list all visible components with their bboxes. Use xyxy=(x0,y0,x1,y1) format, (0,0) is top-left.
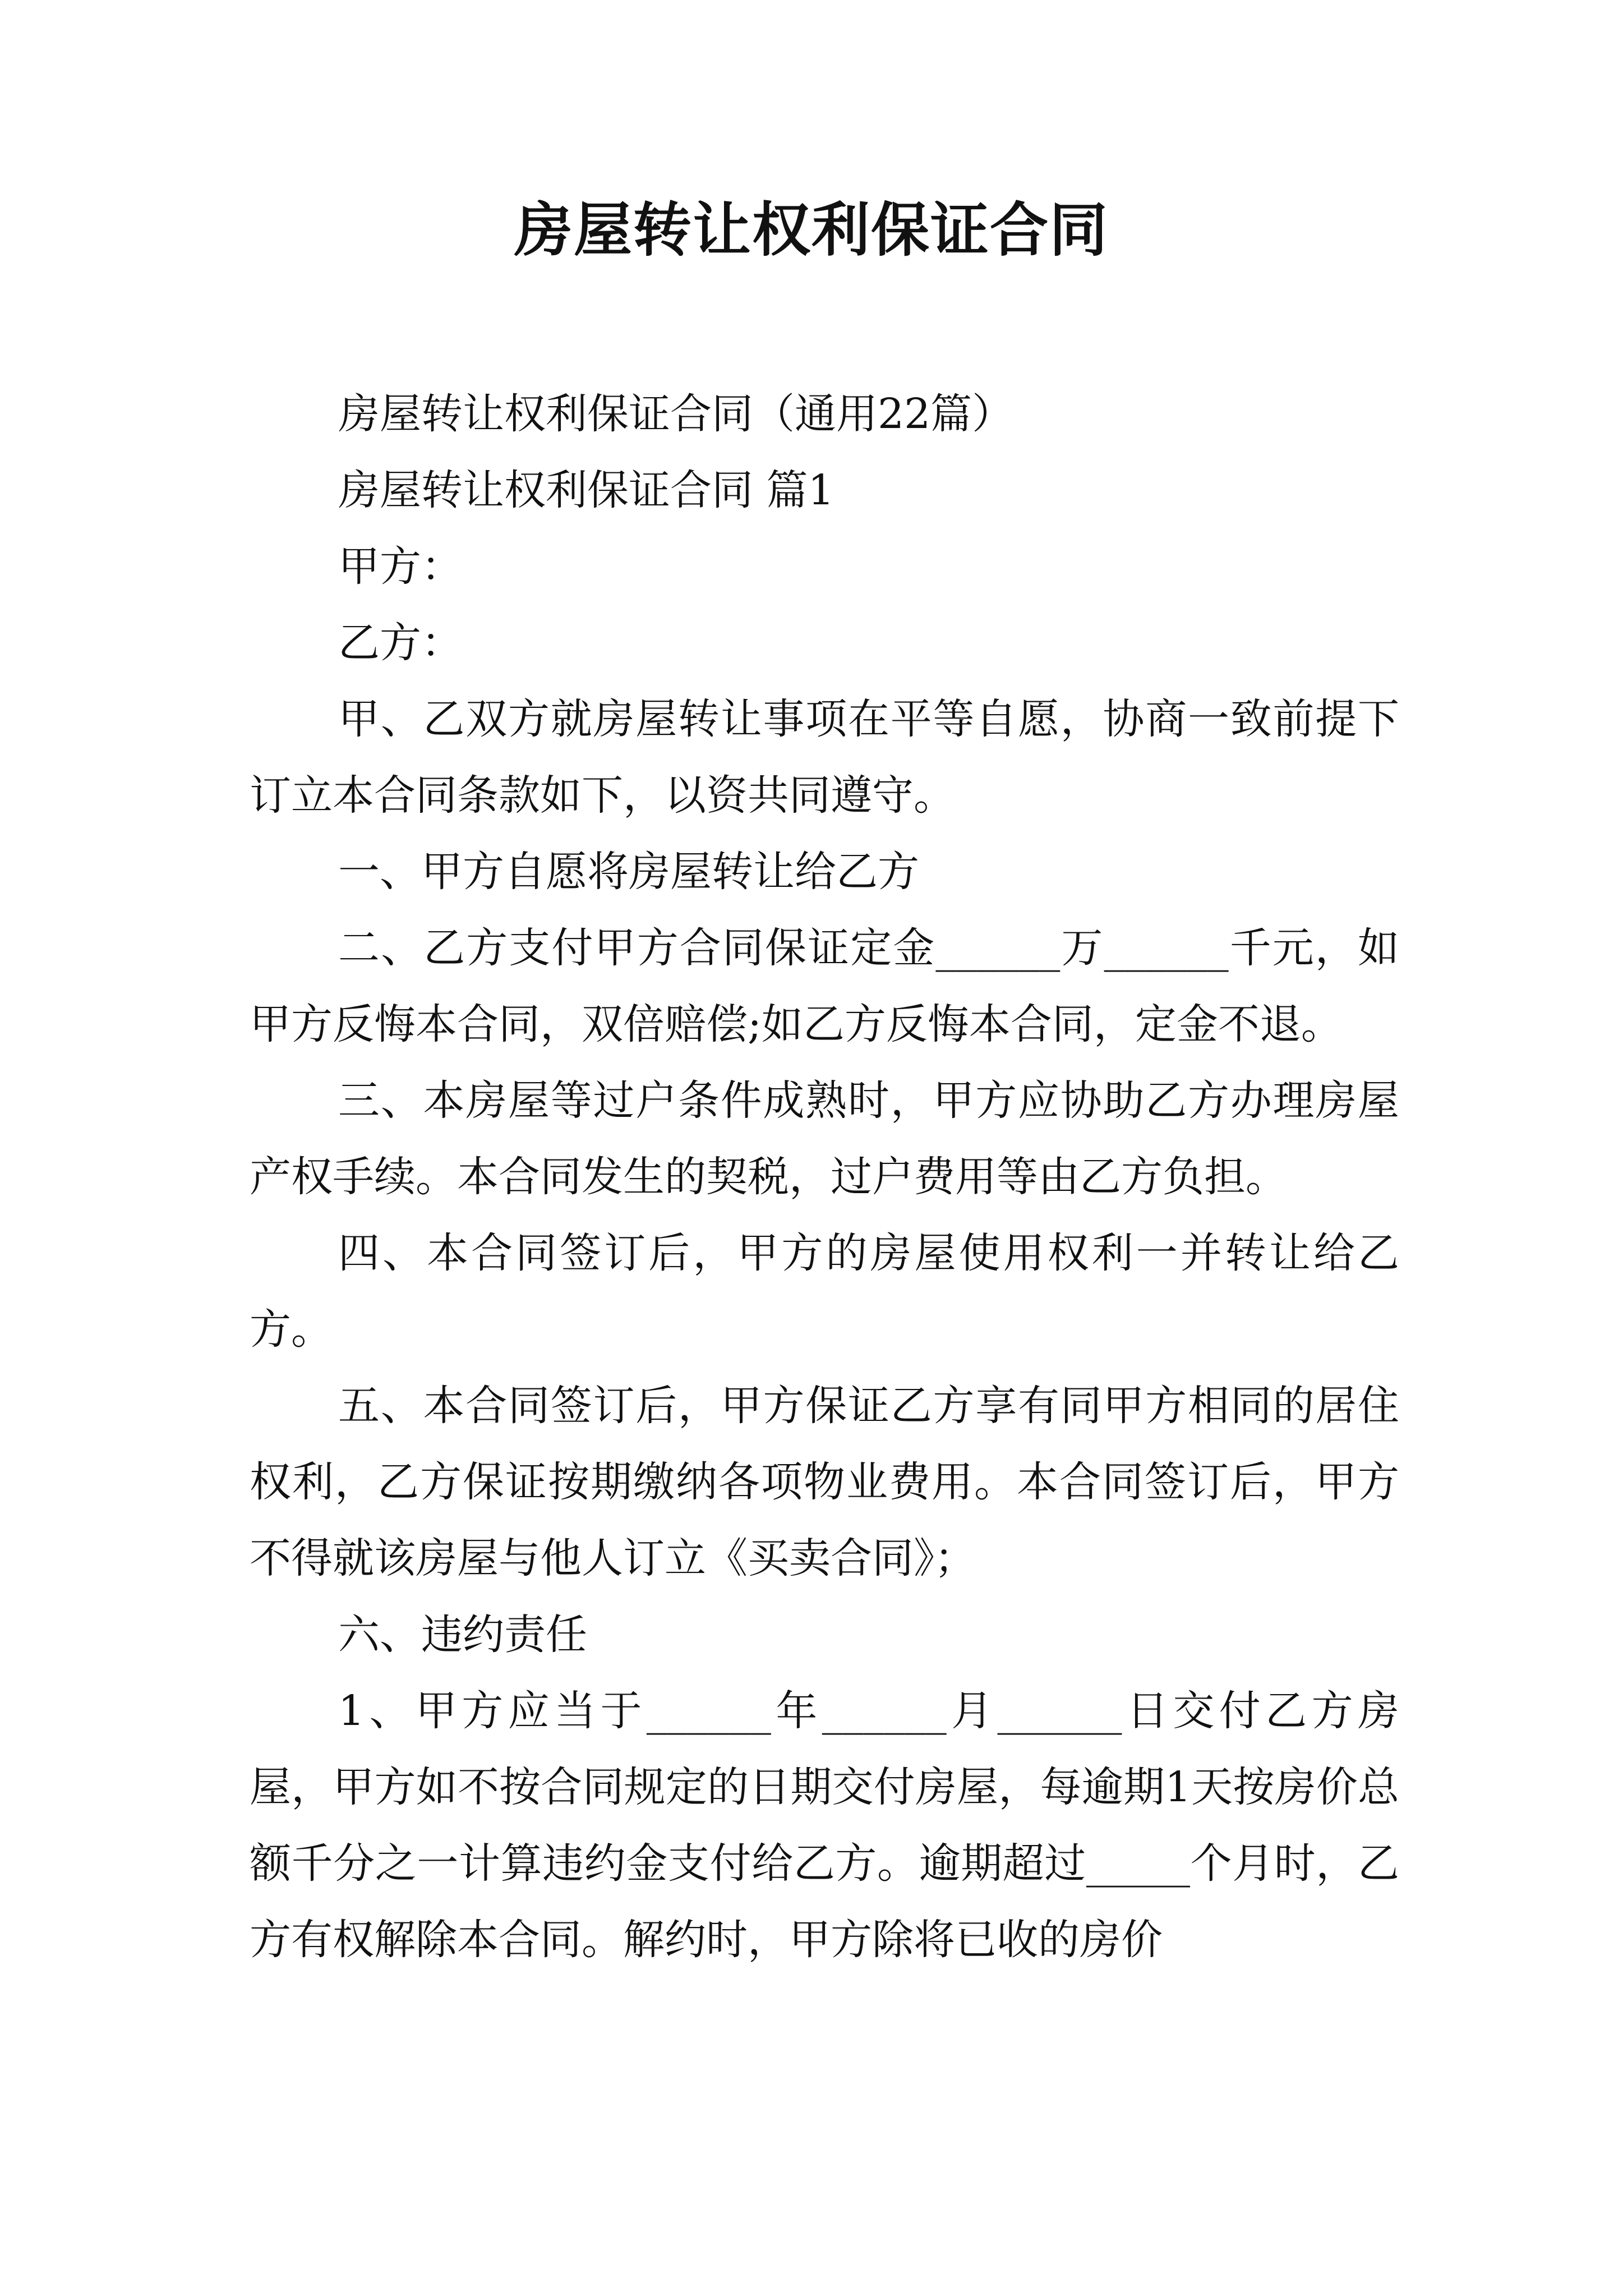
clause-6-heading: 六、违约责任 xyxy=(338,1611,587,1659)
document-title: 房屋转让权利保证合同 xyxy=(514,196,1109,264)
clause-6-item-1: 1、甲方应当于______年______月______日交付乙方房屋，甲方如不按合同规定的日期交付房屋，每逾期1天按房价总额千分之一计算违约金支付给乙方。逾期超过_____个月时，乙方有权解除本合同。解约时，甲方除将已收的房价 xyxy=(250,1687,1399,1964)
document-body xyxy=(250,376,1399,1978)
subtitle-paragraph: 房屋转让权利保证合同（通用22篇） xyxy=(338,390,1014,438)
clause-4: 四、本合同签订后，甲方的房屋使用权利一并转让给乙方。 xyxy=(250,1229,1399,1354)
clause-3: 三、本房屋等过户条件成熟时，甲方应协助乙方办理房屋产权手续。本合同发生的契税，过户费用等由乙方负担。 xyxy=(250,1076,1399,1201)
clause-5: 五、本合同签订后，甲方保证乙方享有同甲方相同的居住权利，乙方保证按期缴纳各项物业费用。本合同签订后，甲方不得就该房屋与他人订立《买卖合同》； xyxy=(250,1382,1399,1582)
party-b-line: 乙方： xyxy=(338,619,463,667)
clause-1: 一、甲方自愿将房屋转让给乙方 xyxy=(338,848,919,896)
preamble-paragraph: 甲、乙双方就房屋转让事项在平等自愿，协商一致前提下订立本合同条款如下，以资共同遵守。 xyxy=(250,695,1399,820)
section-heading: 房屋转让权利保证合同 篇1 xyxy=(338,466,834,514)
clause-2: 二、乙方支付甲方合同保证定金______万______千元，如甲方反悔本合同，双倍赔偿;如乙方反悔本合同，定金不退。 xyxy=(250,924,1399,1048)
party-a-line: 甲方： xyxy=(338,542,463,591)
